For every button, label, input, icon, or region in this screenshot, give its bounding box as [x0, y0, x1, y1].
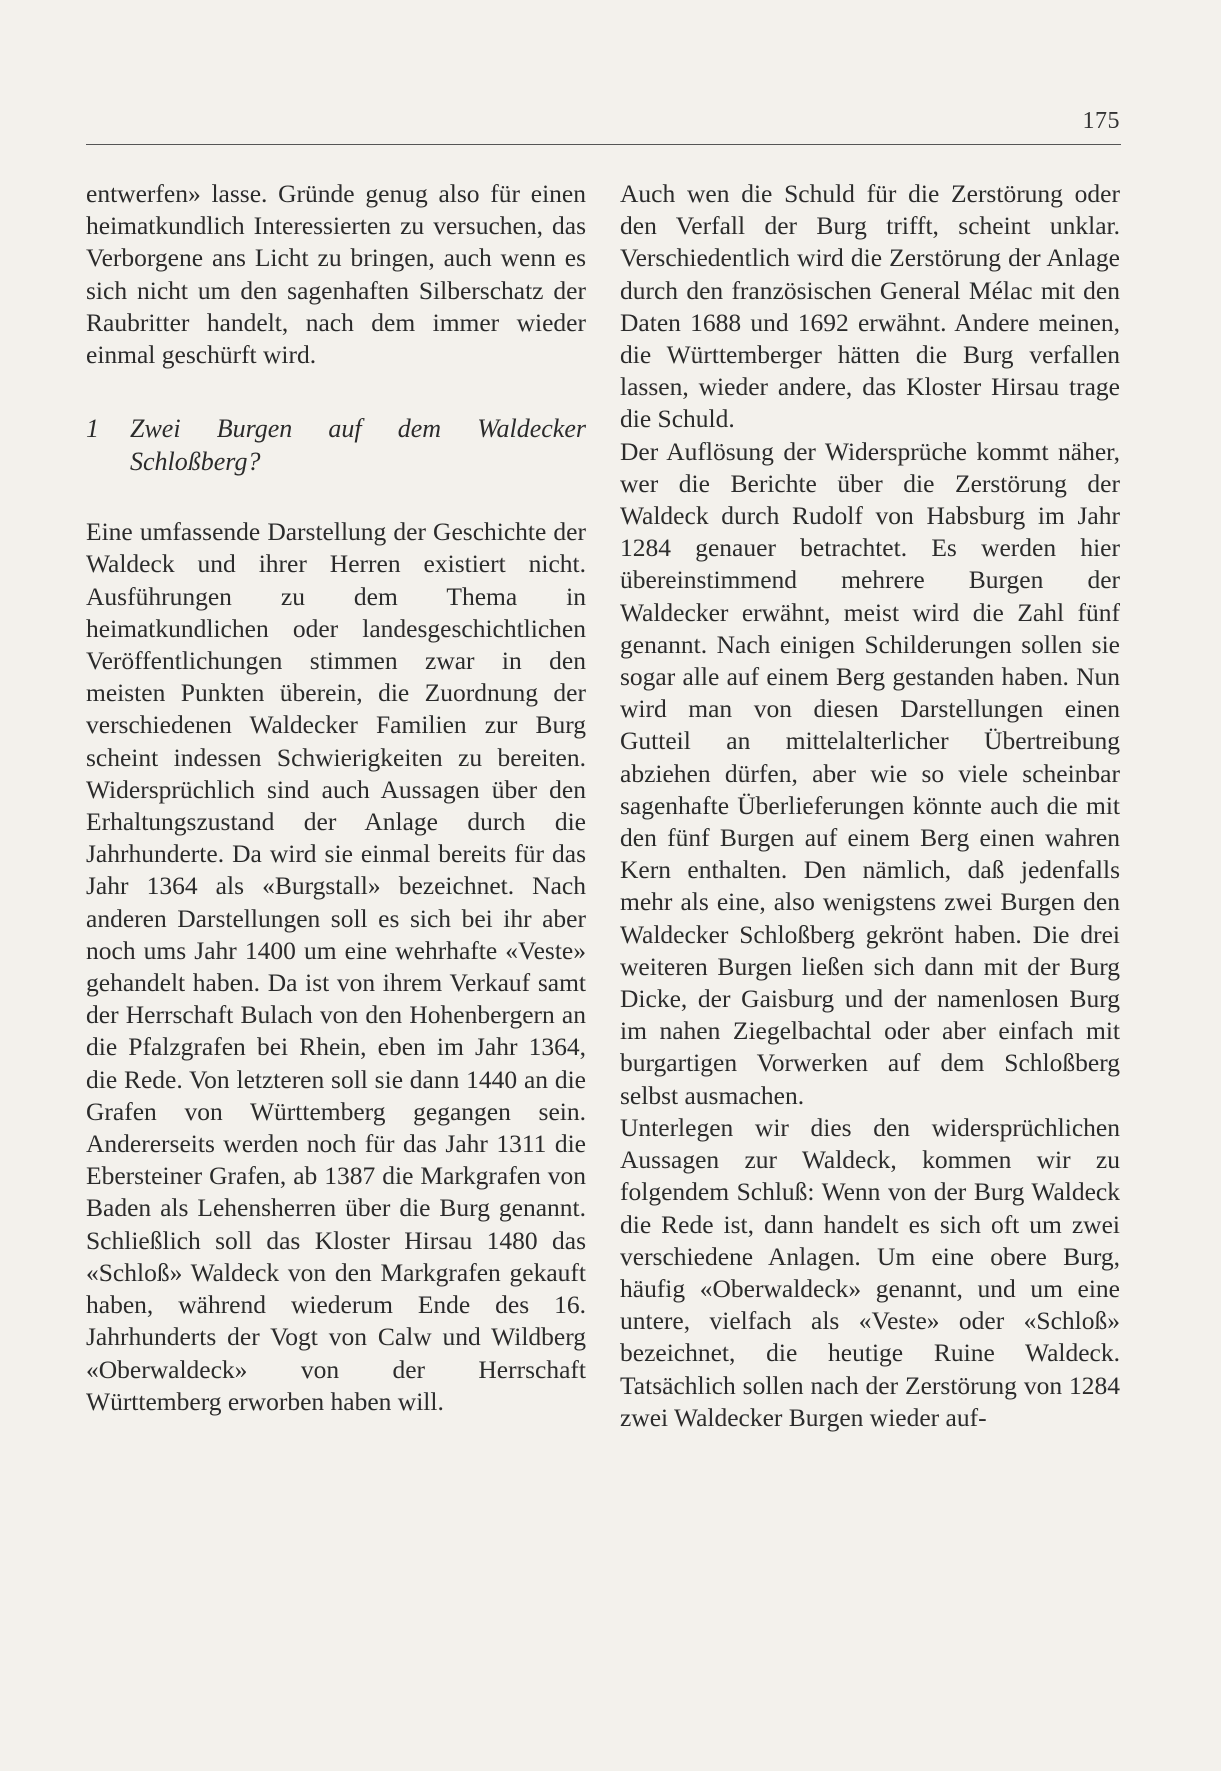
section-heading-text: Zwei Burgen auf dem Waldecker Schloßberg?: [130, 414, 586, 476]
paragraph-1: Auch wen die Schuld für die Zerstörung oder den Verfall der Burg trifft, scheint unklar. Verschiedentlich wird die Zerstörung der Anlage durch den französischen General Mélac mit den Daten 1688 und 1692 erwähnt. Andere meinen, die Württemberger hätten die Burg verfallen lassen, wieder andere, das Kloster Hirsau trage die Schuld.: [620, 179, 1120, 434]
intro-paragraph: entwerfen» lasse. Gründe genug also für einen heimatkundlich Interessierten zu versuchen, das Verborgene ans Licht zu bringen, auch wenn es sich nicht um den sagenhaften Silberschatz der Raubritter handelt, nach dem immer wieder einmal geschürft wird.: [86, 179, 586, 370]
right-column: [620, 178, 1120, 1434]
section-heading: [86, 413, 586, 478]
page-number: 175: [1082, 108, 1120, 134]
header-rule: [86, 144, 1121, 145]
paragraph-2: Der Auflösung der Widersprüche kommt näher, wer die Berichte über die Zerstörung der Waldeck durch Rudolf von Habsburg im Jahr 1284 genauer betrachtet. Es werden hier übereinstimmend mehrere Burgen der Waldecker erwähnt, meist wird die Zahl fünf genannt. Nach einigen Schilderungen sollen sie sogar alle auf einem Berg gestanden haben. Nun wird man von diesen Darstellungen einen Gutteil an mittelalterlicher Übertreibung abziehen dürfen, aber wie so viele scheinbar sagenhafte Überlieferungen könnte auch die mit den fünf Burgen auf einem Berg einen wahren Kern enthalten. Den nämlich, daß jedenfalls mehr als eine, also wenigstens zwei Burgen den Waldecker Schloßberg gekrönt haben. Die drei weiteren Burgen ließen sich dann mit der Burg Dicke, der Gaisburg und der namenlosen Burg im nahen Ziegelbachtal oder aber einfach mit burgartigen Vorwerken auf dem Schloßberg selbst ausmachen.: [620, 436, 1120, 1110]
section-heading-number: 1: [86, 414, 99, 444]
body-paragraph: Eine umfassende Darstellung der Geschichte der Waldeck und ihrer Herren existiert nicht. Ausführungen zu dem Thema in heimatkundlichen oder landesgeschichtlichen Veröffentlichungen stimmen zwar in den meisten Punkten überein, die Zuordnung der verschiedenen Waldecker Familien zur Burg scheint indessen Schwierigkeiten zu bereiten. Widersprüchlich sind auch Aussagen über den Erhaltungszustand der Anlage durch die Jahrhunderte. Da wird sie einmal bereits für das Jahr 1364 als «Burgstall» bezeichnet. Nach anderen Darstellungen soll es sich bei ihr aber noch ums Jahr 1400 um eine wehrhafte «Veste» gehandelt haben. Da ist von ihrem Verkauf samt der Herrschaft Bulach von den Hohenbergern an die Pfalzgrafen bei Rhein, eben im Jahr 1364, die Rede. Von letzteren soll sie dann 1440 an die Grafen von Württemberg gegangen sein. Andererseits werden noch für das Jahr 1311 die Ebersteiner Grafen, ab 1387 die Markgrafen von Baden als Lehensherren über die Burg genannt. Schließlich soll das Kloster Hirsau 1480 das «Schloß» Waldeck von den Markgrafen gekauft haben, während wiederum Ende des 16. Jahrhunderts der Vogt von Calw und Wildberg «Oberwaldeck» von der Herrschaft Württemberg erworben haben will.: [86, 517, 586, 1416]
paragraph-3: Unterlegen wir dies den widersprüchlichen Aussagen zur Waldeck, kommen wir zu folgendem Schluß: Wenn von der Burg Waldeck die Rede ist, dann handelt es sich oft um zwei verschiedene Anlagen. Um eine obere Burg, häufig «Oberwaldeck» genannt, und um eine untere, vielfach als «Veste» oder «Schloß» bezeichnet, die heutige Ruine Waldeck. Tatsächlich sollen nach der Zerstörung von 1284 zwei Waldecker Burgen wieder auf-: [620, 1112, 1120, 1432]
left-column: [86, 178, 586, 1418]
